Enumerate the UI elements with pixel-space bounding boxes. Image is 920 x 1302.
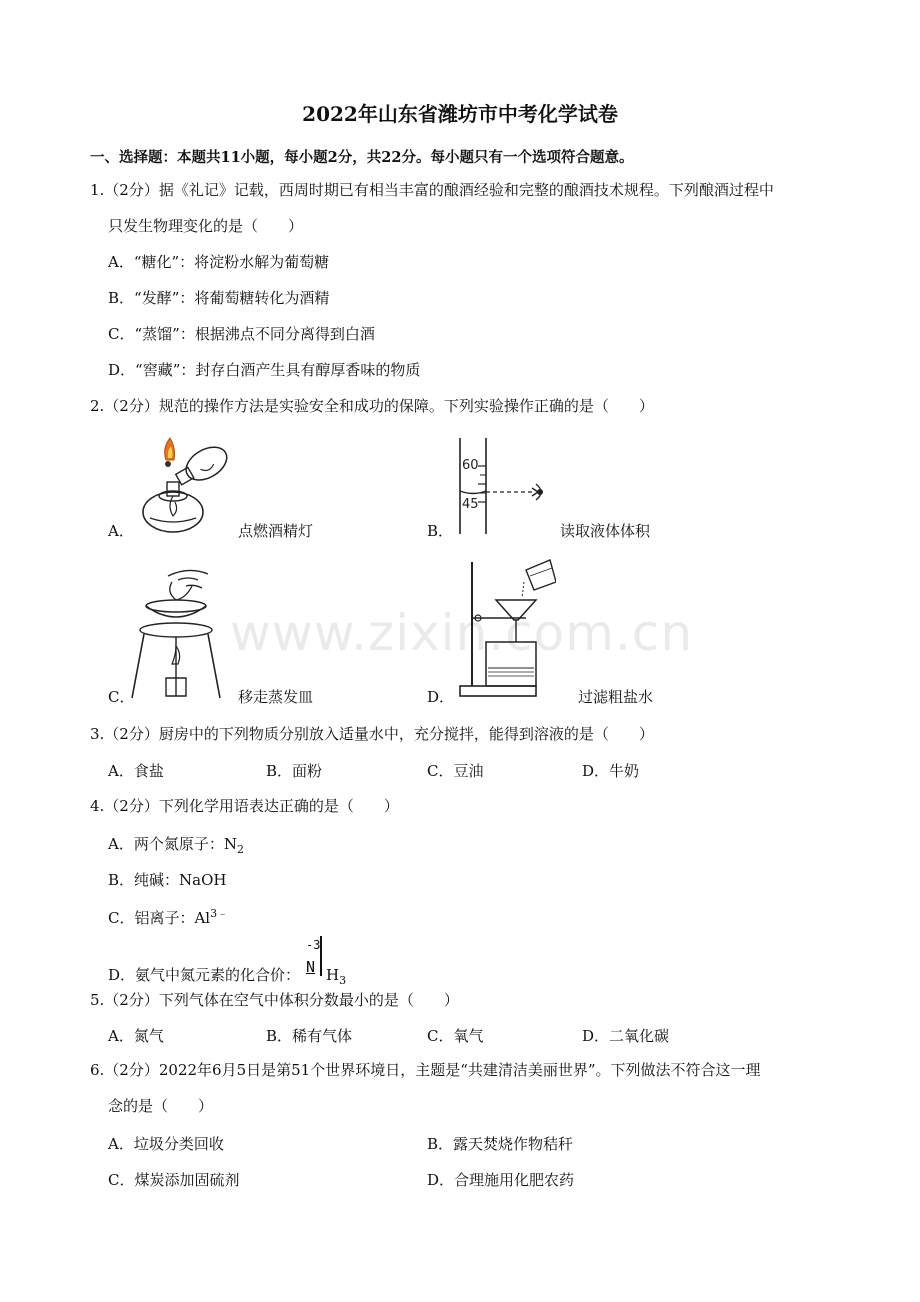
q4-option-d-sub: 3 [339, 974, 347, 987]
question-6 [90, 1052, 840, 1124]
q5-stem: 5.（2分）下列气体在空气中体积分数最小的是（ ） [90, 991, 459, 1009]
q3-stem: 3.（2分）厨房中的下列物质分别放入适量水中，充分搅拌，能得到溶液的是（ ） [90, 725, 654, 743]
graduated-cylinder-figure [452, 436, 562, 536]
q2-option-a-label: 点燃酒精灯 [238, 522, 314, 540]
q1-option-b: B．“发酵”：将葡萄糖转化为酒精 [108, 289, 330, 307]
q2-option-a-letter: A． [108, 522, 134, 540]
q4-option-c-sup: 3﹣ [210, 907, 229, 920]
q4-option-a-sub: 2 [236, 843, 244, 856]
q6-option-a: A．垃圾分类回收 [108, 1135, 224, 1153]
q2-stem: 2.（2分）规范的操作方法是实验安全和成功的保障。下列实验操作正确的是（ ） [90, 397, 654, 415]
q5-option-b: B．稀有气体 [266, 1027, 353, 1045]
q2-option-b-letter: B． [427, 522, 454, 540]
q6-option-b: B．露天焚烧作物秸秆 [427, 1135, 574, 1153]
q4-option-a [108, 833, 244, 856]
watermark: www.zixin.com.cn [230, 604, 694, 662]
q4-option-d-tail: H [326, 966, 340, 984]
q5-option-c: C．氧气 [427, 1027, 484, 1045]
q4-option-d-text: D．氨气中氮元素的化合价： [108, 966, 301, 984]
alcohol-lamp-figure [128, 430, 238, 540]
q4-option-c-text: C．铝离子：Al [108, 909, 211, 927]
evaporating-dish-figure [128, 568, 228, 703]
q2-option-d-label: 过滤粗盐水 [578, 688, 654, 706]
q6-stem-line2: 念的是（ ） [108, 1097, 214, 1115]
q1-stem-line2: 只发生物理变化的是（ ） [108, 217, 304, 235]
q1-option-d: D．“窖藏”：封存白酒产生具有醇厚香味的物质 [108, 361, 421, 379]
q6-stem-line1: 6.（2分）2022年6月5日是第51个世界环境日，主题是“共建清洁美丽世界”。下列做法不符合这一理 [90, 1061, 761, 1079]
cylinder-mark-60: 60 [462, 458, 479, 473]
q2-option-c-letter: C． [108, 688, 135, 706]
q4-option-b: B．纯碱：NaOH [108, 871, 227, 889]
valence-element: N [306, 958, 316, 976]
q1-stem-line1: 1.（2分）据《礼记》记载，西周时期已有相当丰富的酿酒经验和完整的酿酒技术规程。下列酿酒过程中 [90, 181, 774, 199]
q4-option-a-text: A．两个氮原子：N [108, 835, 237, 853]
section-header: 一、选择题：本题共11小题，每小题2分，共22分。每小题只有一个选项符合题意。 [90, 149, 634, 166]
q4-stem: 4.（2分）下列化学用语表达正确的是（ ） [90, 797, 399, 815]
q2-option-c-label: 移走蒸发皿 [238, 688, 314, 706]
q3-option-d: D．牛奶 [582, 762, 640, 780]
cylinder-mark-45: 45 [462, 497, 479, 512]
q5-option-a: A．氮气 [108, 1027, 164, 1045]
q4-option-c [108, 905, 228, 928]
q3-option-b: B．面粉 [266, 762, 323, 780]
q5-option-d: D．二氧化碳 [582, 1027, 670, 1045]
q2-option-b-label: 读取液体体积 [560, 522, 651, 540]
q6-option-d: D．合理施用化肥农药 [427, 1171, 575, 1189]
q2-option-d-letter: D． [427, 688, 455, 706]
exam-title: 2022年山东省潍坊市中考化学试卷 [302, 102, 618, 126]
q6-option-c: C．煤炭添加固硫剂 [108, 1171, 240, 1189]
question-1 [90, 172, 840, 388]
q1-option-c: C．“蒸馏”：根据沸点不同分离得到白酒 [108, 325, 375, 343]
q3-option-a: A．食盐 [108, 762, 164, 780]
valence-number: -3 [306, 938, 321, 952]
q1-option-a: A．“糖化”：将淀粉水解为葡萄糖 [108, 253, 330, 271]
q3-option-c: C．豆油 [427, 762, 484, 780]
